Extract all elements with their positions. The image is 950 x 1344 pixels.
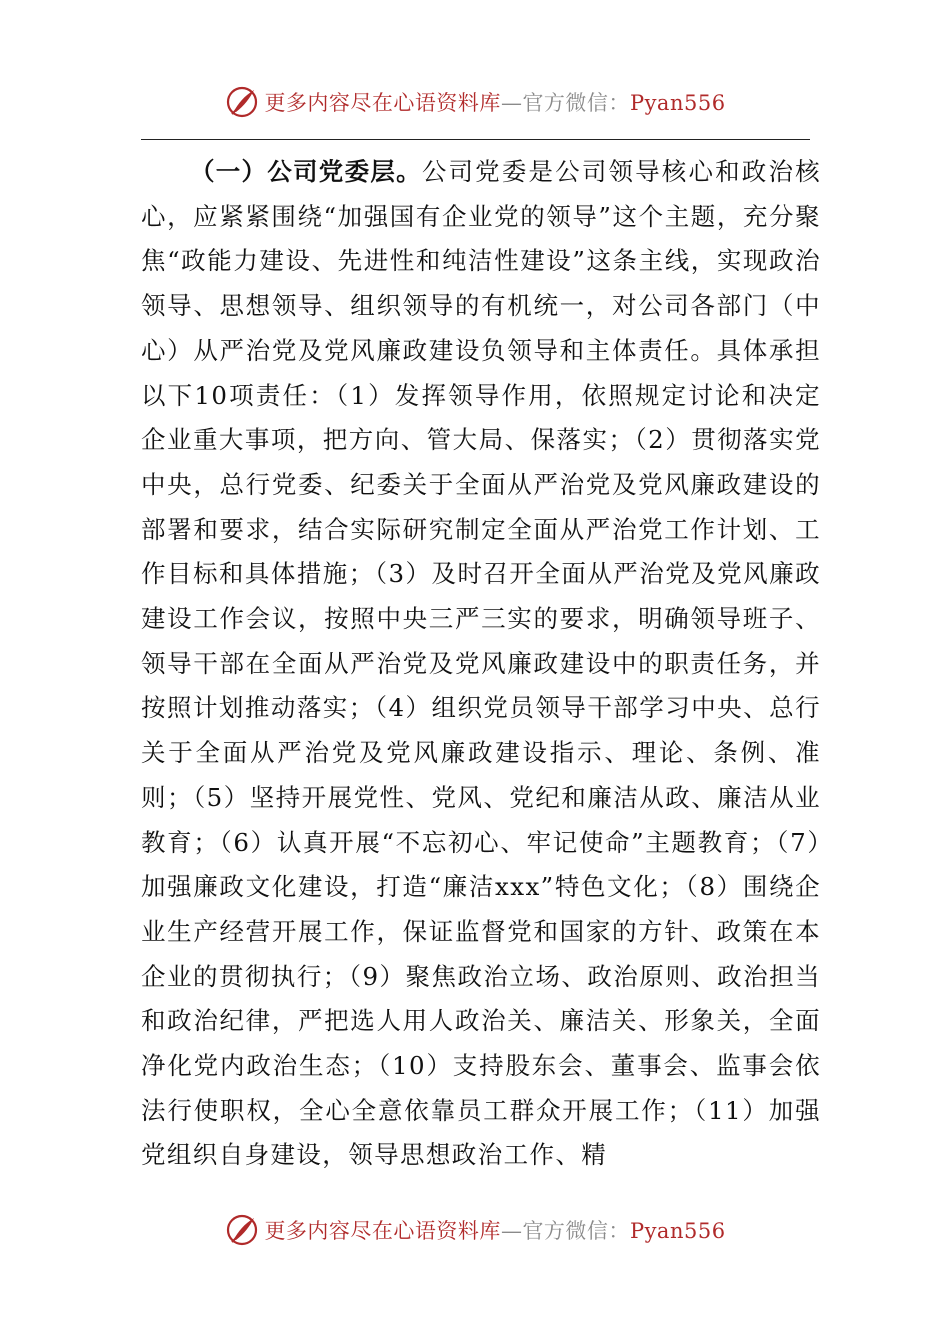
watermark-wechat-id: Pyan556 [629,91,726,115]
watermark-site-text: 更多内容尽在心语资料库 [264,91,501,115]
header-divider [141,139,810,140]
quill-logo-icon [224,84,260,120]
quill-logo-icon [224,1212,260,1248]
section-heading: （一）公司党委层。 [190,157,422,186]
watermark-separator: — [500,91,523,115]
watermark-site-text: 更多内容尽在心语资料库 [264,1219,501,1243]
watermark-wechat-id: Pyan556 [629,1219,726,1243]
header-watermark [0,80,950,124]
watermark-separator: — [500,1219,523,1243]
watermark-text [264,1215,725,1245]
paragraph-text: 公司党委是公司领导核心和政治核心，应紧紧围绕“加强国有企业党的领导”这个主题，充分聚焦“政能力建设、先进性和纯洁性建设”这条主线，实现政治领导、思想领导、组织领导的有机统一，对公司各部门（中心）从严治党及党风廉政建设负领导和主体责任。具体承担以下10项责任：（1）发挥领导作用，依照规定讨论和决定企业重大事项，把方向、管大局、保落实；（2）贯彻落实党中央，总行党委、纪委关于全面从严治党及党风廉政建设的部署和要求，结合实际研究制定全面从严治党工作计划、工作目标和具体措施；（3）及时召开全面从严治党及党风廉政建设工作会议，按照中央三严三实的要求，明确领导班子、领导干部在全面从严治党及党风廉政建设中的职责任务，并按照计划推动落实；（4）组织党员领导干部学习中央、总行关于全面从严治党及党风廉政建设指示、理论、条例、准则；（5）坚持开展党性、党风、党纪和廉洁从政、廉洁从业教育；（6）认真开展“不忘初心、牢记使命”主题教育；（7）加强廉政文化建设，打造“廉洁xxx”特色文化；（8）围绕企业生产经营开展工作，保证监督党和国家的方针、政策在本企业的贯彻执行；（9）聚焦政治立场、政治原则、政治担当和政治纪律，严把选人用人政治关、廉洁关、形象关，全面净化党内政治生态；（10）支持股东会、董事会、监事会依法行使职权，全心全意依靠员工群众开展工作；（11）加强党组织自身建设，领导思想政治工作、精 [141,157,822,1170]
body-paragraph [141,150,821,1178]
watermark-wechat-label: 官方微信： [522,1219,630,1243]
watermark-wechat-label: 官方微信： [522,91,630,115]
watermark-text [264,87,725,117]
footer-watermark [0,1208,950,1252]
